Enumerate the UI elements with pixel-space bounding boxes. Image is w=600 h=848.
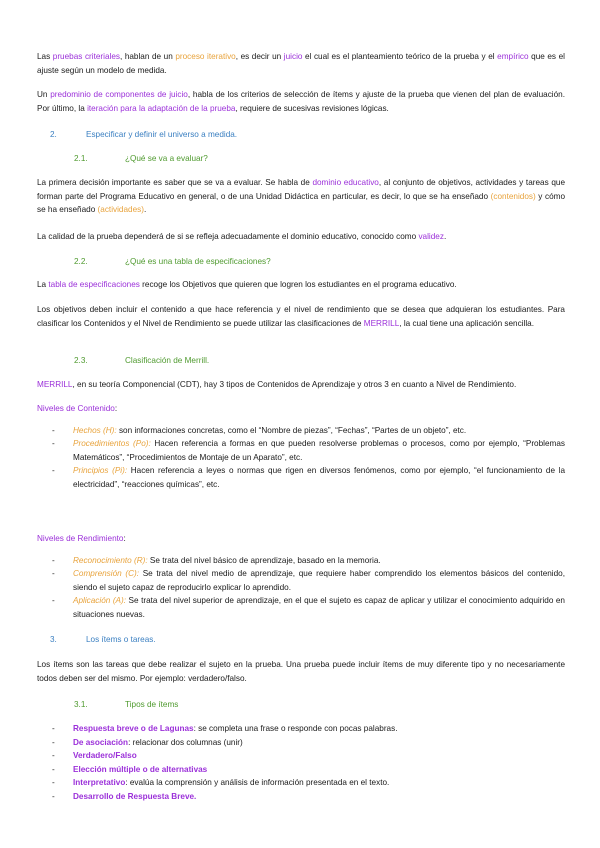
list-text: son informaciones concretas, como el “Nombre de piezas”, “Fechas”, “Partes de un objeto”, etc. xyxy=(116,425,467,435)
text: , la cual tiene una aplicación sencilla. xyxy=(399,318,534,328)
highlight-term: MERRILL xyxy=(363,318,400,328)
list-item xyxy=(37,763,565,777)
list-bullet: - xyxy=(52,778,55,788)
list-term: De asociación xyxy=(73,737,129,747)
heading-3 xyxy=(37,633,565,647)
heading-2-3 xyxy=(37,354,565,368)
heading-number: 2.3. xyxy=(74,356,88,365)
text: que es el ajuste según un modelo de medida. xyxy=(37,52,565,75)
list-item xyxy=(37,776,565,790)
paragraph-objetivos xyxy=(37,303,565,330)
highlight-term: juicio xyxy=(283,52,303,61)
heading-text: Especificar y definir el universo a medida. xyxy=(86,130,238,139)
text: La calidad de la prueba dependerá de si se refleja adecuadamente el dominio educativo, conocido como xyxy=(37,232,419,241)
text: , requiere de sucesivas revisiones lógicas. xyxy=(235,103,389,113)
highlight-term: iteración para la adaptación de la prueba xyxy=(87,103,236,113)
section-niveles-rendimiento xyxy=(37,532,565,622)
text: , hablan de un xyxy=(119,52,176,61)
highlight-term: (actividades) xyxy=(97,205,144,215)
text: Las xyxy=(37,52,53,61)
text: . xyxy=(143,205,147,215)
list-bullet: - xyxy=(52,751,55,761)
list-bullet: - xyxy=(52,737,55,747)
list-item xyxy=(37,722,565,736)
paragraph-pruebas-criteriales xyxy=(37,50,565,77)
list-term: Verdadero/Falso xyxy=(73,751,137,761)
highlight-term: proceso iterativo xyxy=(175,52,236,61)
text: La primera decisión importante es saber que se va a evaluar. Se habla de xyxy=(37,178,313,187)
heading-2-1 xyxy=(37,152,565,166)
list-bullet: - xyxy=(52,555,55,565)
heading-number: 2. xyxy=(50,130,57,139)
text: y cómo se ha enseñado xyxy=(37,191,566,215)
heading-number: 3.1. xyxy=(74,700,88,709)
list-item xyxy=(37,749,565,763)
list-niveles-contenido xyxy=(37,424,565,492)
highlight-term: pruebas criteriales xyxy=(52,52,120,61)
heading-number: 3. xyxy=(50,635,57,644)
list-title-text: Niveles de Rendimiento xyxy=(37,534,124,543)
text: . xyxy=(443,232,447,241)
heading-text: ¿Qué es una tabla de especificaciones? xyxy=(125,257,271,266)
list-item xyxy=(37,464,565,491)
list-bullet: - xyxy=(52,425,55,435)
text: La xyxy=(37,280,49,289)
list-term: Elección múltiple o de alternativas xyxy=(73,764,208,774)
text: , es decir un xyxy=(235,52,284,61)
list-term: Comprensión (C): xyxy=(73,569,140,579)
list-term: Principios (Pi): xyxy=(73,466,128,476)
heading-text: Tipos de ítems xyxy=(125,700,179,709)
paragraph-tabla-especificaciones xyxy=(37,278,565,292)
list-niveles-rendimiento xyxy=(37,554,565,622)
list-term: Respuesta breve o de Lagunas xyxy=(73,724,194,733)
text: , al conjunto de objetivos, actividades y tareas que forman parte del Programa Educativo en general, o de una Unidad Didáctica en particular, es decir, lo que se ha enseñado xyxy=(37,178,566,201)
heading-text: Los ítems o tareas. xyxy=(86,635,156,644)
list-title-text: Niveles de Contenido xyxy=(37,404,115,413)
list-bullet: - xyxy=(52,596,55,606)
heading-number: 2.2. xyxy=(74,257,88,266)
list-item xyxy=(37,424,565,438)
list-text: : se completa una frase o responde con pocas palabras. xyxy=(193,724,398,733)
list-title xyxy=(37,402,565,416)
list-text: Hacen referencia a leyes o normas que rigen en diversos fenómenos, como por ejemplo, “el funcionamiento de la electricidad”, “reacciones químicas”, etc. xyxy=(73,466,565,489)
list-bullet: - xyxy=(52,466,55,476)
list-item xyxy=(37,437,565,464)
list-bullet: - xyxy=(52,439,55,449)
highlight-term: dominio educativo xyxy=(312,178,379,187)
heading-text: ¿Qué se va a evaluar? xyxy=(125,154,208,163)
highlight-term: (contenidos) xyxy=(490,191,536,201)
list-text: : evalúa la comprensión y análisis de información presentada en el texto. xyxy=(125,778,390,788)
list-text: : relacionar dos columnas (unir) xyxy=(128,737,243,747)
list-text: Hacen referencia a formas en que pueden resolverse problemas o procesos, como por ejemplo, “Problemas Matemáticos”, “Procedimientos de Montaje de un Aparato”, etc. xyxy=(73,439,565,462)
list-term: Desarrollo de Respuesta Breve. xyxy=(73,791,197,801)
list-text: Se trata del nivel superior de aprendizaje, en el que el sujeto es capaz de aplicar y utilizar el conocimiento adquirido en situaciones nuevas. xyxy=(73,596,565,619)
list-bullet: - xyxy=(52,764,55,774)
heading-text: Clasificación de Merrill. xyxy=(125,356,210,365)
heading-number: 2.1. xyxy=(74,154,88,163)
highlight-term: tabla de especificaciones xyxy=(48,280,140,289)
list-title xyxy=(37,532,565,546)
list-text: Se trata del nivel medio de aprendizaje, que requiere haber comprendido los elementos básicos del contenido, siendo el sujeto capaz de reproducirlo explicar lo aprendido. xyxy=(73,569,565,592)
list-term: Procedimientos (Po): xyxy=(73,439,151,449)
list-term: Interpretativo xyxy=(73,778,126,788)
text: , habla de los criterios de selección de ítems y ajuste de la prueba que vienen del plan de evaluación. Por último, la xyxy=(37,90,565,113)
list-bullet: - xyxy=(52,569,55,579)
list-bullet: - xyxy=(52,791,55,801)
list-term: Aplicación (A): xyxy=(73,596,127,606)
text: recoge los Objetivos que quieren que logren los estudiantes en el programa educativo. xyxy=(139,280,457,289)
highlight-term: MERRILL xyxy=(37,380,73,389)
text: Los ítems son las tareas que debe realizar el sujeto en la prueba. Una prueba puede incluir ítems de muy diferente tipo y no necesariamente todos deben ser del mismo. Por ejemplo: verdadero/falso. xyxy=(37,660,565,683)
section-niveles-contenido xyxy=(37,402,565,492)
heading-2-2 xyxy=(37,255,565,269)
text: el cual es el planteamiento teórico de la prueba y el xyxy=(302,52,498,61)
paragraph-merrill xyxy=(37,378,565,392)
list-term: Reconocimiento (R): xyxy=(73,555,148,565)
paragraph-dominio-educativo xyxy=(37,176,565,217)
paragraph-predominio xyxy=(37,88,565,115)
highlight-term: validez xyxy=(418,232,444,241)
text: : xyxy=(123,534,126,543)
list-item xyxy=(37,790,565,804)
text: : xyxy=(114,404,118,413)
highlight-term: predominio de componentes de juicio xyxy=(50,90,188,99)
list-bullet: - xyxy=(52,724,55,733)
list-item xyxy=(37,567,565,594)
paragraph-items xyxy=(37,658,565,685)
list-item xyxy=(37,554,565,568)
list-text: Se trata del nivel básico de aprendizaje, basado en la memoria. xyxy=(147,555,381,565)
heading-2 xyxy=(37,128,565,142)
text: , en su teoría Componencial (CDT), hay 3 tipos de Contenidos de Aprendizaje y otros 3 en cuanto a Nivel de Rendimiento. xyxy=(72,380,517,389)
text: Los objetivos deben incluir el contenido a que hace referencia y el nivel de rendimiento que se desea que adquieran los estudiantes. Para clasificar los Contenidos y el Nivel de Rendimiento se puede utilizar las clasificaciones de xyxy=(37,305,565,328)
highlight-term: empírico xyxy=(497,52,529,61)
list-term: Hechos (H): xyxy=(73,425,117,435)
list-item xyxy=(37,736,565,750)
heading-3-1 xyxy=(37,698,565,712)
list-tipos-items xyxy=(37,722,565,804)
list-item xyxy=(37,594,565,621)
paragraph-validez xyxy=(37,230,565,244)
text: Un xyxy=(37,90,51,99)
